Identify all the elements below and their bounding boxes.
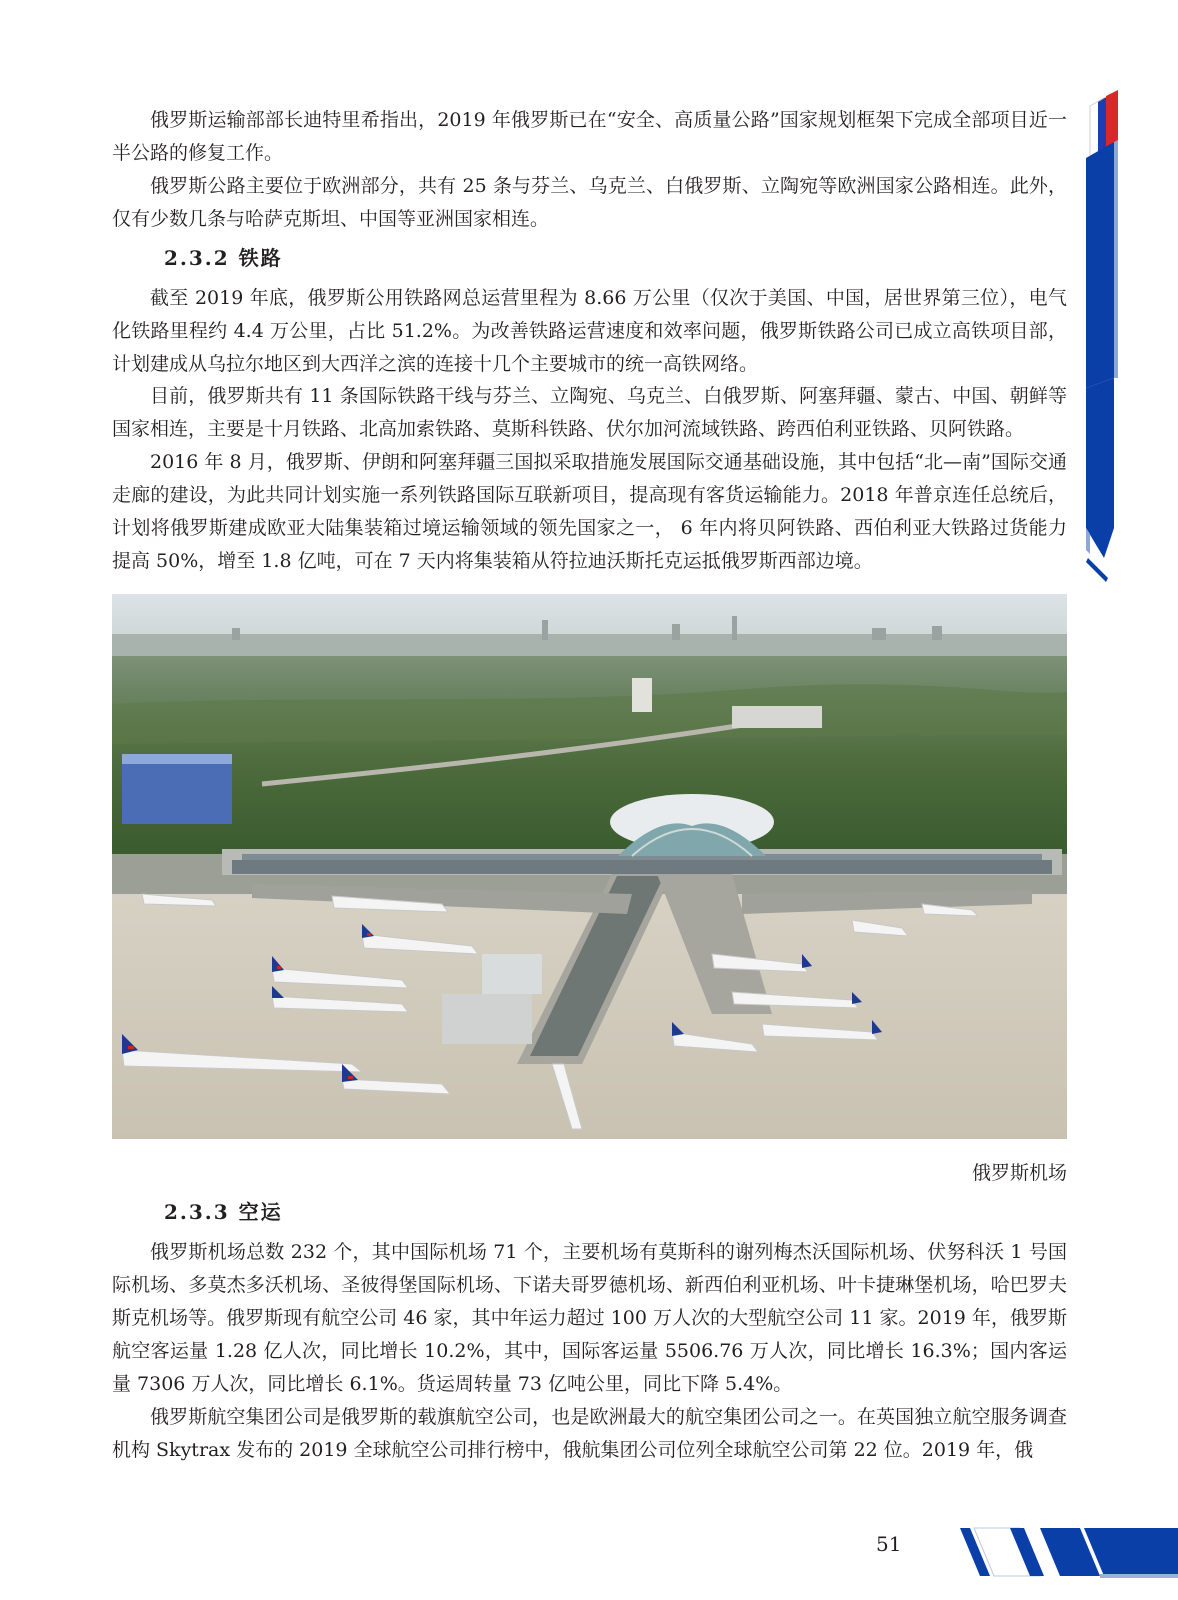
paragraph: 目前，俄罗斯共有 11 条国际铁路干线与芬兰、立陶宛、乌克兰、白俄罗斯、阿塞拜疆、蒙古、中国、朝鲜等国家相连，主要是十月铁路、北高加索铁路、莫斯科铁路、伏尔加河流域铁路、跨西伯利亚铁路、贝阿铁路。: [112, 385, 1067, 440]
page-number: 51: [876, 1532, 902, 1556]
paragraph: 俄罗斯机场总数 232 个，其中国际机场 71 个，主要机场有莫斯科的谢列梅杰沃国际机场、伏努科沃 1 号国际机场、多莫杰多沃机场、圣彼得堡国际机场、下诺夫哥罗德机场、新西伯利亚机场、叶卡捷琳堡机场，哈巴罗夫斯克机场等。俄罗斯现有航空公司 46 家，其中年运力超过 100 万人次的大型航空公司 11 家。2019 年，俄罗斯航空客运量 1.28 亿人次，同比增长 10.2%，其中，国际客运量 5506.76 万人次，同比增长 16.3%；国内客运量 7306 万人次，同比增长 6.1%。货运周转量 73 亿吨公里，同比下降 5.4%。: [112, 1241, 1067, 1395]
footer-stripes-decoration: [960, 1520, 1178, 1580]
paragraph: 2016 年 8 月，俄罗斯、伊朗和阿塞拜疆三国拟采取措施发展国际交通基础设施，其中包括“北—南”国际交通走廊的建设，为此共同计划实施一系列铁路国际互联新项目，提高现有客货运输能力。2018 年普京连任总统后，计划将俄罗斯建成欧亚大陆集装箱过境运输领域的领先国家之一， 6 年内将贝阿铁路、西伯利亚大铁路过货能力提高 50%，增至 1.8 亿吨，可在 7 天内将集装箱从符拉迪沃斯托克运抵俄罗斯西部边境。: [112, 451, 1067, 572]
paragraph: 截至 2019 年底，俄罗斯公用铁路网总运营里程为 8.66 万公里（仅次于美国、中国，居世界第三位），电气化铁路里程约 4.4 万公里，占比 51.2%。为改善铁路运营速度和效率问题，俄罗斯铁路公司已成立高铁项目部，计划建成从乌拉尔地区到大西洋之滨的连接十几个主要城市的统一高铁网络。: [112, 287, 1067, 375]
paragraph: 俄罗斯公路主要位于欧洲部分，共有 25 条与芬兰、乌克兰、白俄罗斯、立陶宛等欧洲国家公路相连。此外，仅有少数几条与哈萨克斯坦、中国等亚洲国家相连。: [112, 175, 1067, 230]
section-heading-air: 2.3.3 空运: [164, 1200, 283, 1224]
section-heading-rail: 2.3.2 铁路: [164, 246, 283, 270]
airport-photo: [112, 594, 1067, 1139]
flag-ribbon-decoration: [1084, 88, 1124, 588]
figure-caption: 俄罗斯机场: [971, 1162, 1067, 1184]
paragraph: 俄罗斯运输部部长迪特里希指出，2019 年俄罗斯已在“安全、高质量公路”国家规划框架下完成全部项目近一半公路的修复工作。: [112, 109, 1067, 164]
paragraph: 俄罗斯航空集团公司是俄罗斯的载旗航空公司，也是欧洲最大的航空集团公司之一。在英国独立航空服务调查机构 Skytrax 发布的 2019 全球航空公司排行榜中，俄航集团公司位列全球航空公司第 22 位。2019 年，俄: [112, 1406, 1067, 1461]
